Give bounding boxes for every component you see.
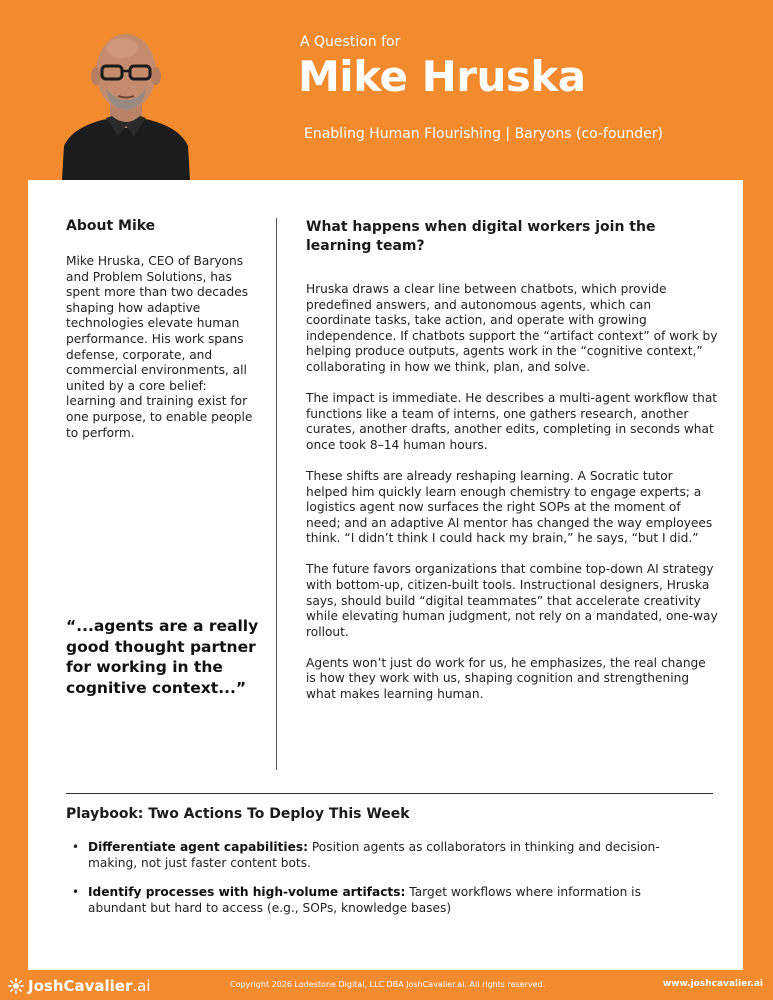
content-card [28, 180, 743, 970]
playbook-item-text: Position agents as collaborators in thinking and decision-making, not just faster content bots. [88, 840, 660, 870]
page-title: Mike Hruska [298, 52, 586, 101]
section-divider [66, 793, 713, 794]
article-body [306, 282, 718, 718]
brand-name: JoshCavalier [28, 977, 133, 995]
about-title: About Mike [66, 218, 156, 234]
playbook-list [72, 840, 692, 930]
playbook-item [72, 840, 692, 871]
brand-logo-icon [8, 978, 24, 994]
bullet-icon: • [72, 885, 80, 900]
article-paragraph: Hruska draws a clear line between chatbots, which provide predefined answers, and autonomous agents, which can coordinate tasks, take action, and operate with growing independence. If chatbots support the “artifact context” of work by helping produce outputs, agents work in the “cognitive context,” collaborating in how we think, plan, and solve. [306, 282, 718, 374]
header-tagline: Enabling Human Flourishing | Baryons (co-founder) [304, 126, 663, 142]
header-kicker: A Question for [300, 34, 401, 50]
website-link[interactable]: www.joshcavalier.ai [662, 979, 763, 989]
playbook-title: Playbook: Two Actions To Deploy This Week [66, 806, 410, 822]
article-paragraph: Agents won’t just do work for us, he emphasizes, the real change is how they work with us, shaping cognition and strengthening what makes learning human. [306, 655, 706, 702]
playbook-item-text: Target workflows where information is abundant but hard to access (e.g., SOPs, knowledge bases) [88, 885, 641, 915]
playbook-item-lead: Differentiate agent capabilities: [88, 840, 308, 854]
about-body: Mike Hruska, CEO of Baryons and Problem Solutions, has spent more than two decades shaping how adaptive technologies elevate human performance. His work spans defense, corporate, and commercial environments, all united by a core belief: learning and training exist for one purpose, to enable people to perform. [66, 254, 253, 440]
brand-suffix: .ai [132, 977, 151, 995]
footer [0, 970, 773, 1000]
brand-logo[interactable] [8, 977, 151, 995]
header [0, 0, 773, 180]
bullet-icon: • [72, 840, 80, 854]
playbook-item [72, 885, 692, 916]
article-paragraph: These shifts are already reshaping learning. A Socratic tutor helped him quickly learn enough chemistry to engage experts; a logistics agent now surfaces the right SOPs at the moment of need; and an adaptive AI mentor has changed the way employees think. “I didn’t think I could hack my brain,” he says, “but I did.” [306, 468, 713, 546]
column-divider [276, 218, 277, 770]
article-paragraph: The future favors organizations that combine top-down AI strategy with bottom-up, citizen-built tools. Instructional designers, Hruska says, should build “digital teammates” that accelerate creativity while elevating human judgment, not rely on a mandated, one-way rollout. [306, 562, 718, 639]
playbook-item-lead: Identify processes with high-volume artifacts: [88, 885, 406, 900]
copyright-text: Copyright 2026 Lodestone Digital, LLC DBA JoshCavalier.ai. All rights reserved. [230, 980, 546, 989]
portrait-photo [62, 20, 190, 180]
article-paragraph: The impact is immediate. He describes a multi-agent workflow that functions like a team of interns, one gathers research, another curates, another drafts, another edits, completing in seconds what once took 8–14 human hours. [306, 391, 718, 452]
pull-quote: “...agents are a really good thought partner for working in the cognitive context...” [66, 617, 259, 697]
article-title: What happens when digital workers join the learning team? [306, 219, 656, 254]
